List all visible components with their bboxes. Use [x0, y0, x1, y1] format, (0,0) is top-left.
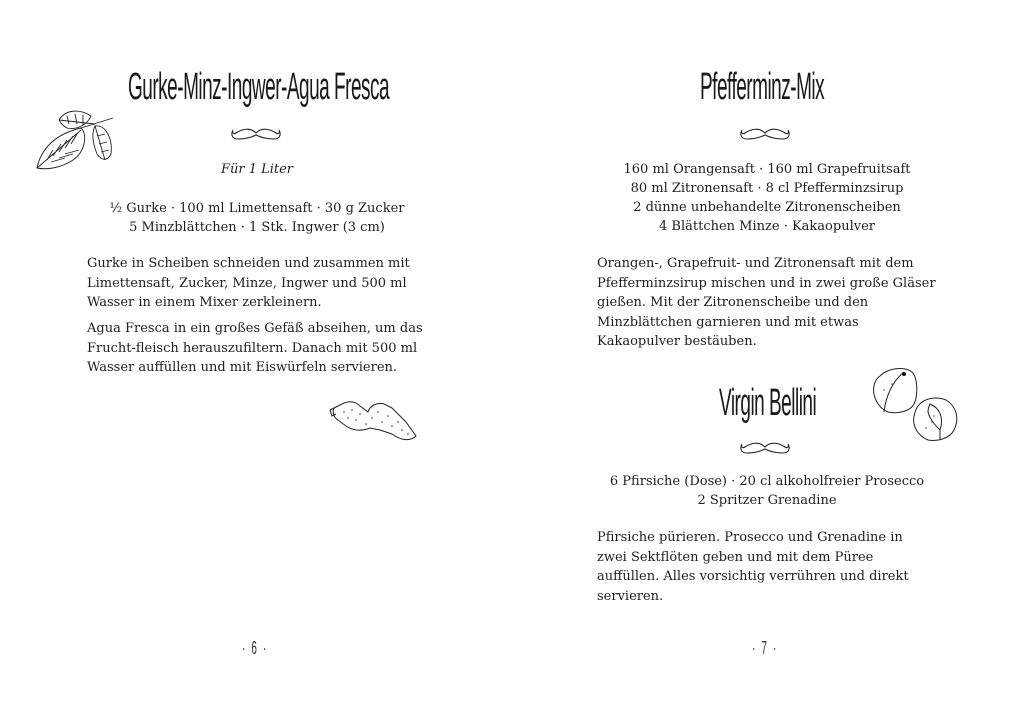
- page-number: · 7 ·: [752, 638, 778, 658]
- instruction-paragraph: Agua Fresca in ein großes Gefäß abseihen, um das Frucht-fleisch herauszufiltern. Danach mit 500 ml Wasser auffüllen und mit Eiswürfeln servieren.: [87, 321, 423, 375]
- ingredient-line: 2 dünne unbehandelte Zitronenscheiben: [633, 200, 901, 215]
- recipe-title: Gurke-Minz-Ingwer-Agua Fresca: [128, 66, 390, 108]
- ingredient-list: [510, 472, 1020, 510]
- ingredient-line: ½ Gurke · 100 ml Limettensaft · 30 g Zucker: [109, 201, 405, 216]
- ginger-root-icon: [330, 398, 422, 446]
- instruction-paragraph: Orangen-, Grapefruit- und Zitronensaft mit dem Pfefferminzsirup mischen und in zwei große Gläser gießen. Mit der Zitronenscheibe und den Minzblättchen garnieren und mit etwas Kakaopulver bestäuben.: [597, 256, 936, 349]
- instruction-paragraph: Gurke in Scheiben schneiden und zusammen mit Limettensaft, Zucker, Minze, Ingwer und 500 ml Wasser in einem Mixer zerkleinern.: [87, 256, 410, 310]
- recipe-title: Virgin Bellini: [719, 382, 817, 424]
- ingredient-line: 2 Spritzer Grenadine: [697, 493, 837, 508]
- ingredient-list: [510, 160, 1020, 236]
- ingredient-line: 80 ml Zitronensaft · 8 cl Pfefferminzsirup: [630, 181, 904, 196]
- ingredient-line: 6 Pfirsiche (Dose) · 20 cl alkoholfreier Prosecco: [609, 474, 925, 489]
- peach-halves-icon: [870, 366, 962, 446]
- mustache-divider-icon: [739, 127, 791, 143]
- ingredient-line: 160 ml Orangensaft · 160 ml Grapefruitsaft: [623, 162, 911, 177]
- recipe-title: Pfefferminz-Mix: [700, 66, 825, 108]
- mustache-divider-icon: [230, 127, 282, 143]
- ingredient-list: [0, 199, 514, 237]
- right-page: [510, 0, 1020, 709]
- ingredient-line: 5 Minzblättchen · 1 Stk. Ingwer (3 cm): [129, 220, 385, 235]
- recipe-yield: Für 1 Liter: [220, 162, 294, 177]
- instruction-paragraph: Pfirsiche pürieren. Prosecco und Grenadine in zwei Sektflöten geben und mit dem Püree auffüllen. Alles vorsichtig verrühren und direkt servieren.: [597, 530, 909, 604]
- ingredient-line: 4 Blättchen Minze · Kakaopulver: [659, 219, 875, 234]
- mustache-divider-icon: [739, 441, 791, 457]
- page-number: · 6 ·: [242, 638, 268, 658]
